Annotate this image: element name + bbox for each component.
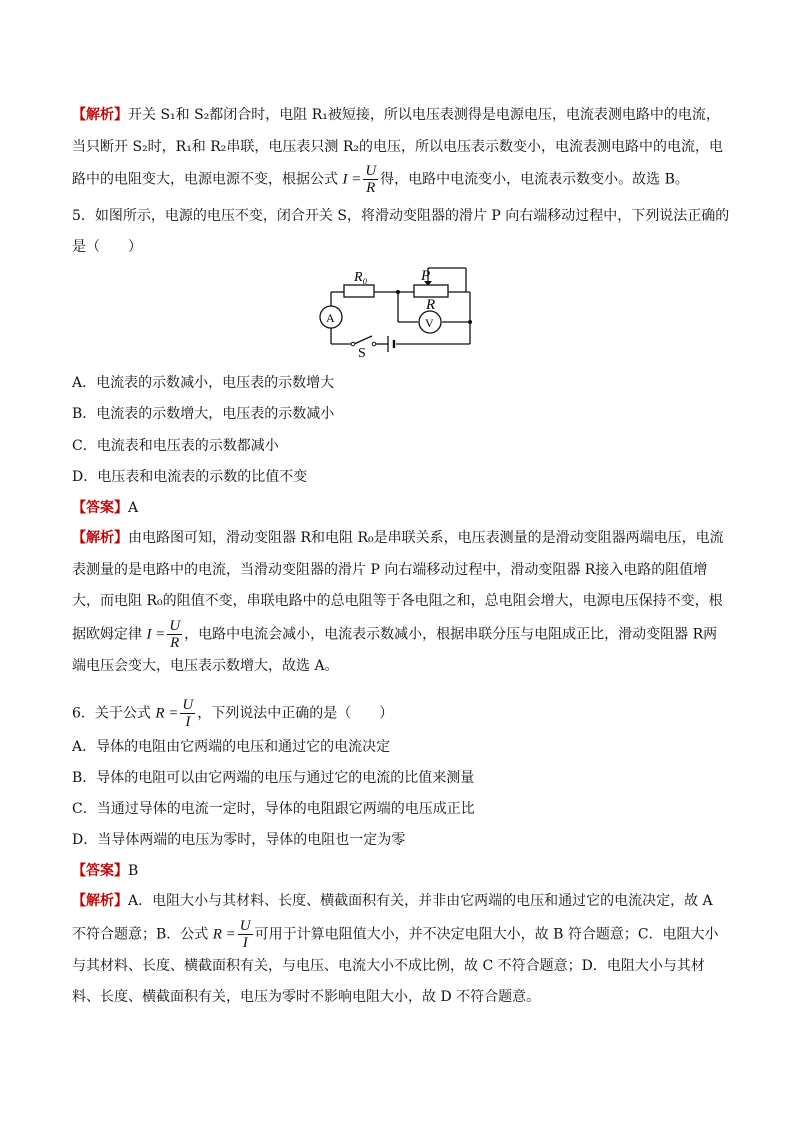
formula-lhs: R = bbox=[155, 705, 179, 722]
label-a: A bbox=[326, 311, 335, 325]
q5-option-a: A．电流表的示数减小，电压表的示数增大 bbox=[72, 375, 335, 391]
rheostat-r bbox=[414, 285, 448, 297]
answer-value: A bbox=[128, 500, 139, 516]
resistor-r0 bbox=[344, 285, 374, 297]
analysis-tag: 【解析】 bbox=[72, 107, 128, 123]
label-p: P bbox=[421, 268, 431, 284]
q5-option-b: B．电流表的示数增大，电压表的示数减小 bbox=[72, 406, 335, 422]
formula-lhs: I = bbox=[146, 626, 166, 642]
q6-option-c: C．当通过导体的电流一定时，导体的电阻跟它两端的电压成正比 bbox=[72, 801, 475, 817]
q6-stem: 6．关于公式 R = $\frac{U}{I}$ ，下列说法中正确的是（ ） bbox=[72, 697, 394, 730]
analysis-text: ，电路中电流会减小，电流表示数减小，根据串联分压与电阻成正比，滑动变阻器 R两端电压会变大，电压表示数增大，故选 A。 bbox=[72, 626, 718, 674]
answer-tag: 【答案】 bbox=[72, 863, 128, 879]
analysis-text: 开关 S₁和 S₂都闭合时，电阻 R₁被短接，所以电压表测得是电源电压，电流表测电路中的电流，当只断开 S₂时，R₁和 R₂串联，电压表只测 R₂的电压，所以电压表示数变小，电流表测电路中的电流，电路中的电阻变大，电源电源不变，根据公式 bbox=[72, 107, 724, 188]
formula-fraction: $\frac{U}{I}$ bbox=[239, 917, 251, 951]
q6-option-d: D．当导体两端的电压为零时，导体的电阻也一定为零 bbox=[72, 832, 406, 848]
q5-answer bbox=[72, 498, 138, 518]
formula-lhs: R = bbox=[212, 926, 236, 942]
circuit-diagram bbox=[318, 264, 478, 358]
q5-stem-line1: 5．如图所示，电源的电压不变，闭合开关 S，将滑动变阻器的滑片 P 向右端移动过程中，下列说法正确的 bbox=[72, 208, 730, 224]
label-s: S bbox=[358, 346, 366, 358]
answer-value: B bbox=[128, 863, 139, 879]
formula-lhs: I = bbox=[342, 171, 362, 188]
formula-fraction: $\frac{U}{I}$ bbox=[182, 697, 194, 730]
q6-answer bbox=[72, 861, 138, 881]
q6-option-a: A．导体的电阻由它两端的电压和通过它的电流决定 bbox=[72, 739, 391, 755]
analysis-text: A．电阻大小与其材料、长度、横截面积有关，并非由它两端的电压和通过它的电流决定，故 A 不符合题意；B．公式 bbox=[72, 893, 713, 942]
q4-analysis bbox=[72, 100, 724, 196]
q5-stem-line2: 是（ ） bbox=[72, 239, 142, 255]
analysis-text: 得，电路中电流变小，电流表示数变小。故选 B。 bbox=[380, 171, 689, 188]
analysis-tag: 【解析】 bbox=[72, 893, 128, 909]
label-r: R bbox=[426, 297, 436, 313]
q6-option-b: B．导体的电阻可以由它两端的电压与通过它的电流的比值来测量 bbox=[72, 770, 475, 786]
answer-tag: 【答案】 bbox=[72, 500, 128, 516]
analysis-text: 由电路图可知，滑动变阻器 R和电阻 R₀是串联关系，电压表测量的是滑动变阻器两端电压，电流表测量的是电路中的电流，当滑动变阻器的滑片 P 向右端移动过程中，滑动变阻器 R接入电路的阻值增大，而电阻 R₀的阻值不变，串联电路中的总电阻等于各电阻之和，总电阻会增大，电源电压保持不变，根据欧姆定律 bbox=[72, 530, 724, 642]
analysis-text: 可用于计算电阻值大小，并不决定电阻大小，故 B 符合题意；C．电阻大小与其材料、长度、横截面积有关，与电压、电流大小不成比例，故 C 不符合题意；D．电阻大小与其材料、长度、横截面积有关，电压为零时不影响电阻大小，故 D 不符合题意。 bbox=[72, 926, 719, 1005]
q5-option-d: D．电压表和电流表的示数的比值不变 bbox=[72, 469, 308, 485]
formula-fraction: $\frac{U}{R}$ bbox=[365, 163, 377, 196]
formula-fraction: $\frac{U}{R}$ bbox=[169, 617, 181, 651]
q6-analysis bbox=[72, 886, 724, 1014]
label-r0: R₀ bbox=[354, 270, 368, 285]
q5-analysis bbox=[72, 523, 724, 682]
analysis-tag: 【解析】 bbox=[72, 530, 128, 546]
q5-option-c: C．电流表和电压表的示数都减小 bbox=[72, 438, 279, 454]
label-v: V bbox=[425, 316, 434, 330]
